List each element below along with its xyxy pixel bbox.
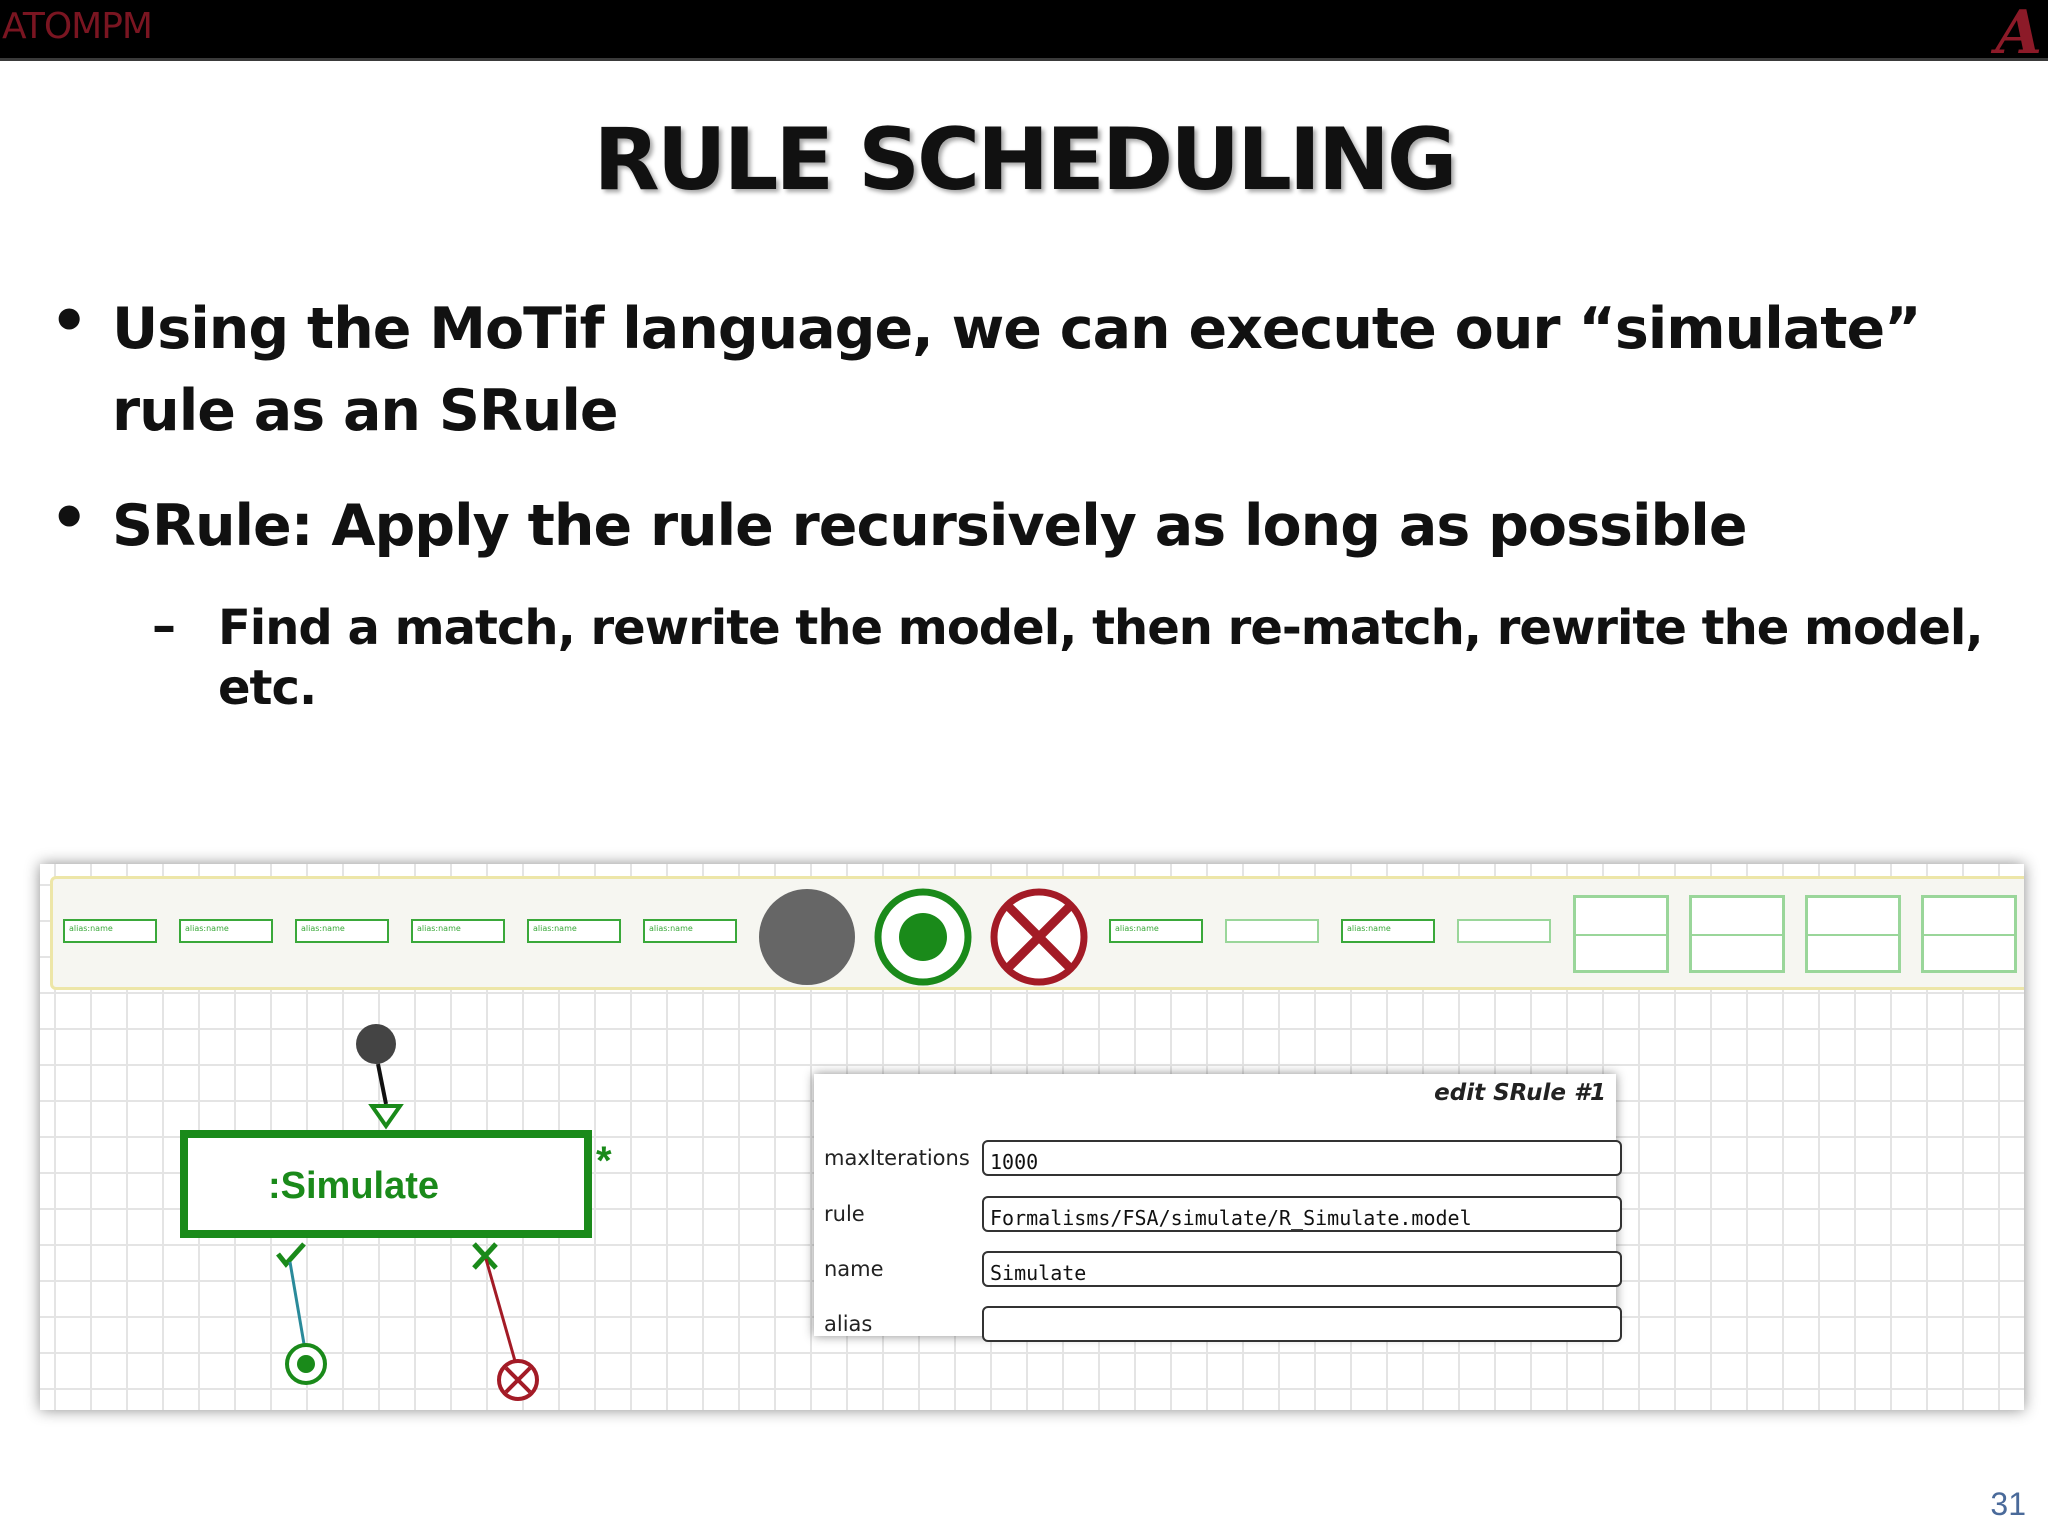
fail-transition[interactable]: [486, 1259, 515, 1361]
simulate-rule-label: :Simulate: [268, 1165, 440, 1207]
field-label-maxiterations: maxIterations: [824, 1146, 970, 1170]
maxiterations-input[interactable]: 1000: [982, 1140, 1622, 1176]
motif-canvas: [40, 864, 840, 1410]
fail-cross-icon: [474, 1244, 496, 1268]
bullet-marker: •: [50, 483, 89, 553]
dialog-title: edit SRule #1: [1434, 1080, 1606, 1106]
sub-bullet-marker: –: [152, 598, 176, 654]
field-label-alias: alias: [824, 1312, 873, 1336]
toolbar-frule-button[interactable]: alias:name: [179, 919, 273, 943]
end-success-icon[interactable]: [878, 892, 968, 982]
atompm-logo: ATOMPM: [2, 6, 152, 47]
end-fail-icon[interactable]: [994, 892, 1084, 982]
start-arrowhead: [372, 1106, 400, 1126]
bullet-2: SRule: Apply the rule recursively as long as possible: [112, 493, 1747, 559]
toolbar-srule-button[interactable]: alias:name: [411, 919, 505, 943]
rule-input[interactable]: Formalisms/FSA/simulate/R_Simulate.model: [982, 1196, 1622, 1232]
end-success-node[interactable]: [287, 1345, 325, 1383]
start-transition[interactable]: [378, 1064, 386, 1104]
srule-repeat-marker: *: [596, 1139, 612, 1183]
toolbar-query-button[interactable]: alias:name: [527, 919, 621, 943]
toolbar-lsrule-button[interactable]: [1805, 895, 1901, 973]
toolbar-rrule-button[interactable]: alias:name: [295, 919, 389, 943]
bullet-1: Using the MoTif language, we can execute our “simulate” rule as an SRule: [112, 296, 1921, 444]
header-bar: [0, 0, 2048, 68]
edit-srule-dialog: [814, 1074, 1616, 1336]
toolbar-lqsrule-button[interactable]: [1921, 895, 2017, 973]
toolbar-selector-button[interactable]: [1457, 919, 1551, 943]
slide-title: RULE SCHEDULING: [593, 110, 1455, 210]
toolbar-lfrule-button[interactable]: [1689, 895, 1785, 973]
success-transition[interactable]: [290, 1262, 304, 1344]
page-number: 31: [1990, 1486, 2026, 1522]
university-logo: A: [1995, 0, 2042, 68]
name-input[interactable]: Simulate: [982, 1251, 1622, 1287]
toolbar-brule-button[interactable]: alias:name: [643, 919, 737, 943]
toolbar-xrule-button[interactable]: alias:name: [1109, 919, 1203, 943]
toolbar-crule-button[interactable]: alias:name: [1341, 919, 1435, 943]
start-node[interactable]: [356, 1024, 396, 1064]
toolbar-sequence-button[interactable]: [1225, 919, 1319, 943]
end-fail-node[interactable]: [499, 1361, 537, 1399]
toolbar-lrule-button[interactable]: [1573, 895, 1669, 973]
success-check-icon: [278, 1244, 304, 1264]
field-label-rule: rule: [824, 1202, 865, 1226]
toolbar-arule-button[interactable]: alias:name: [63, 919, 157, 943]
alias-input[interactable]: [982, 1306, 1622, 1342]
bullet-marker: •: [50, 286, 89, 356]
field-label-name: name: [824, 1257, 884, 1281]
sub-bullet-1: Find a match, rewrite the model, then re-match, rewrite the model, etc.: [218, 600, 1983, 716]
